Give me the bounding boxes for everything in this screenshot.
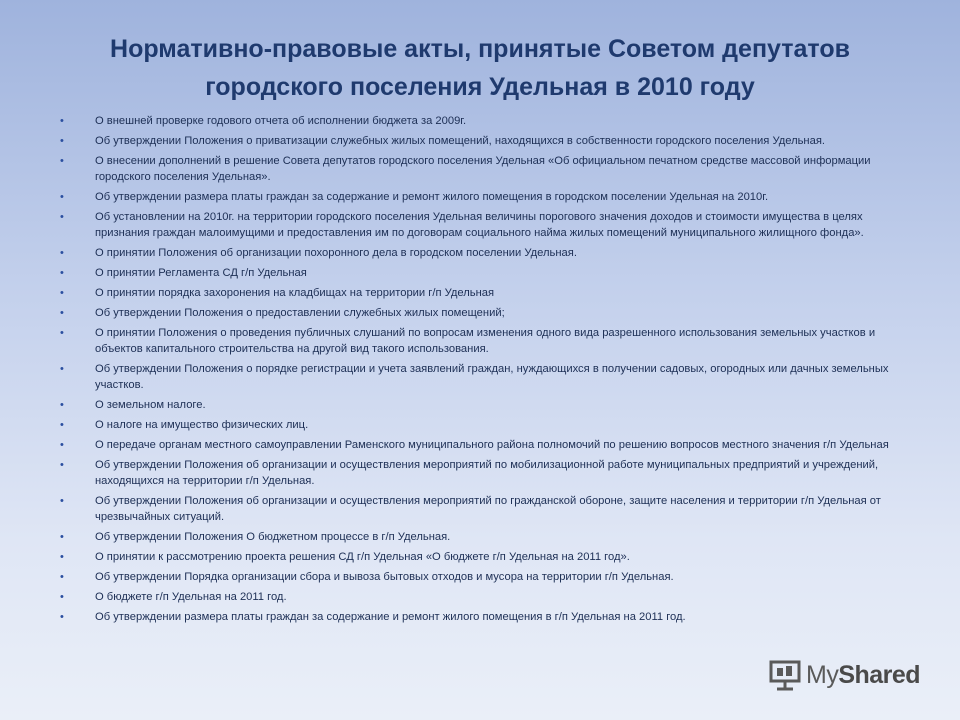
bullet-icon: • <box>60 439 64 451</box>
bullet-icon: • <box>60 571 64 583</box>
list-item <box>60 609 890 625</box>
list-item <box>60 113 890 129</box>
bullet-icon: • <box>60 419 64 431</box>
watermark-text <box>806 661 920 690</box>
bullet-icon: • <box>60 611 64 623</box>
list-item-text: О налоге на имущество физических лиц. <box>95 419 309 431</box>
list-item-text: О принятии Регламента СД г/п Удельная <box>95 267 307 279</box>
list-item-text: Об утверждении Положения об организации и осуществления мероприятий по гражданской обороне, защите населения и территории г/п Удельная от чрезвычайных ситуаций. <box>95 495 881 523</box>
bullet-icon: • <box>60 115 64 127</box>
list-item <box>60 549 890 565</box>
list-item-text: Об утверждении Положения о приватизации служебных жилых помещений, находящихся в собственности городского поселения Удельная. <box>95 135 825 147</box>
bullet-icon: • <box>60 327 64 339</box>
list-item <box>60 133 890 149</box>
title-line-2: городского поселения Удельная в 2010 году <box>205 73 755 101</box>
page-title <box>40 30 920 106</box>
list-item-text: О принятии Положения об организации похоронного дела в городском поселении Удельная. <box>95 247 577 259</box>
list-item <box>60 493 890 525</box>
list-item-text: О бюджете г/п Удельная на 2011 год. <box>95 591 287 603</box>
list-item-text: Об утверждении Положения о порядке регистрации и учета заявлений граждан, нуждающихся в получении садовых, огородных или дачных земельных участков. <box>95 363 889 391</box>
list-item-text: Об установлении на 2010г. на территории городского поселения Удельная величины порогового значения доходов и стоимости имущества в целях признания граждан малоимущими и предоставления им по договорам социального найма жилых помещений муниципального жилищного фонда». <box>95 211 864 239</box>
list-item <box>60 437 890 453</box>
list-item-text: Об утверждении размера платы граждан за содержание и ремонт жилого помещения в г/п Удельная на 2011 год. <box>95 611 686 623</box>
list-item-text: О внесении дополнений в решение Совета депутатов городского поселения Удельная «Об официальном печатном средстве массовой информации городского поселения Удельная». <box>95 155 871 183</box>
watermark-text-shared: Shared <box>838 660 921 689</box>
presentation-board-icon <box>768 658 802 692</box>
list-item-text: Об утверждении Положения о предоставлении служебных жилых помещений; <box>95 307 505 319</box>
list-item <box>60 569 890 585</box>
list-item-text: Об утверждении Положения О бюджетном процессе в г/п Удельная. <box>95 531 451 543</box>
list-item <box>60 589 890 605</box>
bullet-icon: • <box>60 495 64 507</box>
bullet-icon: • <box>60 211 64 223</box>
bullet-icon: • <box>60 307 64 319</box>
watermark-text-my: My <box>806 660 839 689</box>
bullet-icon: • <box>60 363 64 375</box>
list-item <box>60 265 890 281</box>
list-item <box>60 325 890 357</box>
bullet-icon: • <box>60 191 64 203</box>
list-item <box>60 305 890 321</box>
bullet-icon: • <box>60 267 64 279</box>
acts-list <box>60 113 890 629</box>
list-item-text: О принятии порядка захоронения на кладбищах на территории г/п Удельная <box>95 287 495 299</box>
list-item <box>60 361 890 393</box>
list-item-text: Об утверждении Порядка организации сбора и вывоза бытовых отходов и мусора на территории г/п Удельная. <box>95 571 674 583</box>
list-item <box>60 457 890 489</box>
bullet-icon: • <box>60 247 64 259</box>
bullet-icon: • <box>60 591 64 603</box>
bullet-icon: • <box>60 399 64 411</box>
myshared-watermark <box>768 655 928 695</box>
list-item <box>60 529 890 545</box>
bullet-icon: • <box>60 155 64 167</box>
list-item-text: Об утверждении размера платы граждан за содержание и ремонт жилого помещения в городском поселении Удельная на 2010г. <box>95 191 769 203</box>
bullet-icon: • <box>60 135 64 147</box>
bullet-icon: • <box>60 551 64 563</box>
list-item <box>60 209 890 241</box>
list-item-text: О внешней проверке годового отчета об исполнении бюджета за 2009г. <box>95 115 467 127</box>
list-item-text: О принятии к рассмотрению проекта решения СД г/п Удельная «О бюджете г/п Удельная на 2011 год». <box>95 551 630 563</box>
list-item-text: О принятии Положения о проведения публичных слушаний по вопросам изменения одного вида разрешенного использования земельных участков и объектов капитального строительства на другой вид такого использования. <box>95 327 876 355</box>
bullet-icon: • <box>60 287 64 299</box>
title-line-1: Нормативно-правовые акты, принятые Советом депутатов <box>110 35 850 63</box>
list-item-text: О земельном налоге. <box>95 399 206 411</box>
list-item-text: Об утверждении Положения об организации и осуществления мероприятий по мобилизационной работе муниципальных предприятий и учреждений, находящихся на территории г/п Удельная. <box>95 459 879 487</box>
bullet-icon: • <box>60 459 64 471</box>
list-item <box>60 245 890 261</box>
list-item <box>60 189 890 205</box>
list-item-text: О передаче органам местного самоуправлении Раменского муниципального района полномочий по решению вопросов местного значения г/п Удельная <box>95 439 889 451</box>
list-item <box>60 153 890 185</box>
list-item <box>60 417 890 433</box>
list-item <box>60 397 890 413</box>
list-item <box>60 285 890 301</box>
bullet-icon: • <box>60 531 64 543</box>
